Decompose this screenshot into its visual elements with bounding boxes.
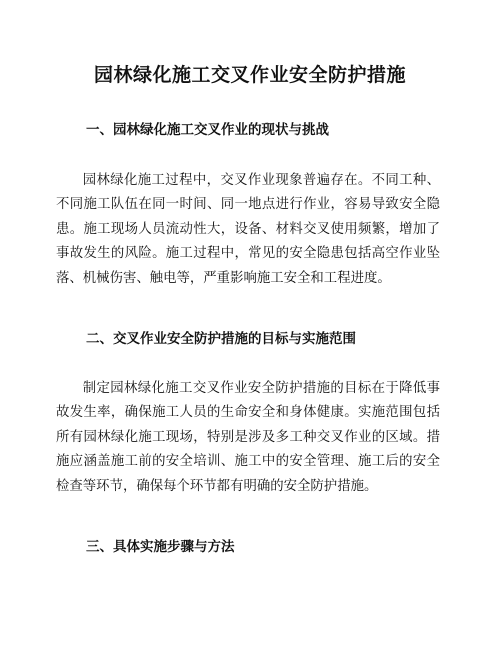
section-heading-2: 二、交叉作业安全防护措施的目标与实施范围 bbox=[86, 331, 356, 347]
section-heading-1: 一、园林绿化施工交叉作业的现状与挑战 bbox=[86, 122, 329, 138]
document-title: 园林绿化施工交叉作业安全防护措施 bbox=[93, 64, 406, 86]
section-paragraph-1: 园林绿化施工过程中，交叉作业现象普遍存在。不同工种、不同施工队伍在同一时间、同一地点进行作业，容易导致安全隐患。施工现场人员流动性大，设备、材料交叉使用频繁，增加了事故发生的风险。施工过程中，常见的安全隐患包括高空作业坠落、机械伤害、触电等，严重影响施工安全和工程进度。 bbox=[56, 173, 440, 286]
section-paragraph-2: 制定园林绿化施工交叉作业安全防护措施的目标在于降低事故发生率，确保施工人员的生命安全和身体健康。实施范围包括所有园林绿化施工现场，特别是涉及多工种交叉作业的区域。措施应涵盖施工前的安全培训、施工中的安全管理、施工后的安全检查等环节，确保每个环节都有明确的安全防护措施。 bbox=[56, 381, 440, 494]
section-heading-3: 三、具体实施步骤与方法 bbox=[86, 539, 235, 555]
